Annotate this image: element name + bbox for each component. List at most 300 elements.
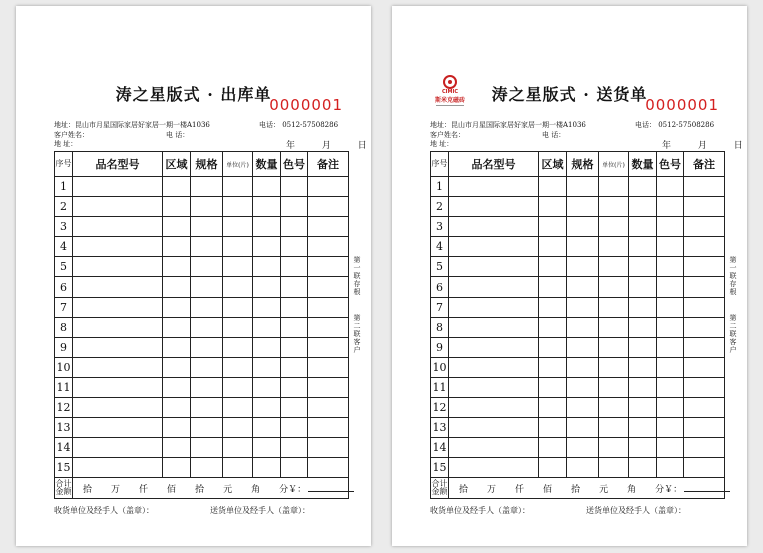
row-number: 1 bbox=[431, 177, 449, 197]
table-cell bbox=[191, 177, 223, 197]
row-number: 1 bbox=[55, 177, 73, 197]
table-row bbox=[55, 418, 349, 438]
row-number: 9 bbox=[431, 337, 449, 357]
table-cell bbox=[684, 438, 725, 458]
table-cell bbox=[449, 237, 539, 257]
table-cell bbox=[223, 317, 253, 337]
header-area: 区域 bbox=[539, 152, 567, 177]
table-cell bbox=[191, 277, 223, 297]
table-row bbox=[55, 277, 349, 297]
table-cell bbox=[191, 317, 223, 337]
table-cell bbox=[684, 317, 725, 337]
amount-in-words bbox=[449, 478, 725, 499]
table-cell bbox=[253, 357, 281, 377]
table-cell bbox=[599, 398, 629, 418]
table-cell bbox=[191, 237, 223, 257]
table-cell bbox=[567, 197, 599, 217]
table-cell bbox=[163, 317, 191, 337]
row-number: 3 bbox=[431, 217, 449, 237]
table-row bbox=[431, 277, 725, 297]
table-cell bbox=[629, 418, 657, 438]
header-remark: 备注 bbox=[684, 152, 725, 177]
row-number: 2 bbox=[55, 197, 73, 217]
table-cell bbox=[657, 418, 684, 438]
table-cell bbox=[599, 177, 629, 197]
copy-label-customer: 第二联客户 bbox=[353, 314, 361, 354]
table-cell bbox=[308, 458, 349, 478]
table-cell bbox=[629, 257, 657, 277]
table-cell bbox=[449, 317, 539, 337]
table-cell bbox=[684, 458, 725, 478]
table-cell bbox=[191, 197, 223, 217]
row-number: 15 bbox=[431, 458, 449, 478]
receiver-signature: 收货单位及经手人（盖章）： bbox=[54, 506, 154, 515]
amount-unit: 拾 bbox=[83, 484, 93, 495]
row-number: 8 bbox=[431, 317, 449, 337]
row-number: 11 bbox=[55, 377, 73, 397]
table-cell bbox=[599, 438, 629, 458]
table-row bbox=[55, 438, 349, 458]
table-cell bbox=[567, 458, 599, 478]
table-cell bbox=[684, 177, 725, 197]
table-cell bbox=[449, 277, 539, 297]
receiver-signature: 收货单位及经手人（盖章）： bbox=[430, 506, 530, 515]
form-title: 涛之星版式 · 出库单 bbox=[115, 85, 272, 104]
table-cell bbox=[73, 398, 163, 418]
table-cell bbox=[191, 398, 223, 418]
amount-unit: 拾 bbox=[195, 484, 205, 495]
table-cell bbox=[629, 277, 657, 297]
table-cell bbox=[599, 317, 629, 337]
table-cell bbox=[281, 177, 308, 197]
header-spec: 规格 bbox=[567, 152, 599, 177]
table-cell bbox=[223, 277, 253, 297]
table-cell bbox=[657, 337, 684, 357]
row-number: 5 bbox=[431, 257, 449, 277]
table-cell bbox=[567, 237, 599, 257]
store-phone: 电话： 0512-57508286 bbox=[259, 121, 339, 129]
table-cell bbox=[281, 458, 308, 478]
table-cell bbox=[657, 297, 684, 317]
amount-unit: 仟 bbox=[139, 484, 149, 495]
table-cell bbox=[308, 337, 349, 357]
table-cell bbox=[308, 257, 349, 277]
table-cell bbox=[449, 197, 539, 217]
table-cell bbox=[539, 337, 567, 357]
header-product: 品名型号 bbox=[73, 152, 163, 177]
total-row bbox=[55, 478, 349, 499]
row-number: 2 bbox=[431, 197, 449, 217]
table-cell bbox=[223, 438, 253, 458]
table-cell bbox=[629, 237, 657, 257]
table-cell bbox=[567, 438, 599, 458]
customer-name-label: 客户姓名： bbox=[430, 131, 465, 139]
table-cell bbox=[449, 458, 539, 478]
table-row bbox=[55, 377, 349, 397]
row-number: 4 bbox=[55, 237, 73, 257]
table-cell bbox=[191, 377, 223, 397]
table-cell bbox=[657, 317, 684, 337]
amount-in-words bbox=[73, 478, 349, 499]
table-cell bbox=[281, 217, 308, 237]
table-cell bbox=[281, 418, 308, 438]
row-number: 4 bbox=[431, 237, 449, 257]
table-cell bbox=[191, 357, 223, 377]
table-cell bbox=[163, 217, 191, 237]
table-cell bbox=[281, 357, 308, 377]
amount-unit: 分￥： bbox=[655, 484, 683, 495]
table-cell bbox=[539, 377, 567, 397]
store-address: 地址：昆山市月星国际家居好家居一期一楼A1036 bbox=[54, 121, 210, 129]
table-cell bbox=[223, 337, 253, 357]
table-row bbox=[55, 257, 349, 277]
table-cell bbox=[163, 458, 191, 478]
table-cell bbox=[539, 197, 567, 217]
row-number: 14 bbox=[55, 438, 73, 458]
header-quantity: 数量 bbox=[629, 152, 657, 177]
table-cell bbox=[223, 177, 253, 197]
total-row bbox=[431, 478, 725, 499]
table-cell bbox=[657, 277, 684, 297]
table-cell bbox=[163, 377, 191, 397]
copy-label-stub: 第一联存根 bbox=[729, 256, 737, 296]
outbound-form-sheet bbox=[16, 6, 379, 546]
table-cell bbox=[163, 398, 191, 418]
table-cell bbox=[191, 337, 223, 357]
table-cell bbox=[449, 297, 539, 317]
table-cell bbox=[163, 418, 191, 438]
table-row bbox=[431, 217, 725, 237]
table-row bbox=[431, 398, 725, 418]
table-row bbox=[55, 398, 349, 418]
header-product: 品名型号 bbox=[449, 152, 539, 177]
table-cell bbox=[163, 257, 191, 277]
table-header-row bbox=[431, 152, 725, 177]
table-cell bbox=[308, 398, 349, 418]
table-cell bbox=[308, 377, 349, 397]
row-number: 12 bbox=[55, 398, 73, 418]
table-cell bbox=[629, 297, 657, 317]
table-cell bbox=[599, 197, 629, 217]
table-row bbox=[55, 197, 349, 217]
table-cell bbox=[657, 357, 684, 377]
table-cell bbox=[539, 418, 567, 438]
customer-name-label: 客户姓名： bbox=[54, 131, 89, 139]
table-cell bbox=[539, 438, 567, 458]
table-cell bbox=[281, 438, 308, 458]
table-cell bbox=[191, 458, 223, 478]
table-cell bbox=[684, 297, 725, 317]
table-cell bbox=[73, 297, 163, 317]
table-cell bbox=[253, 337, 281, 357]
store-phone: 电话： 0512-57508286 bbox=[635, 121, 715, 129]
table-cell bbox=[567, 257, 599, 277]
table-cell bbox=[567, 418, 599, 438]
amount-unit: 角 bbox=[251, 484, 261, 495]
row-number: 7 bbox=[431, 297, 449, 317]
serial-number: 0000001 bbox=[269, 96, 343, 114]
table-row bbox=[431, 337, 725, 357]
table-cell bbox=[223, 237, 253, 257]
row-number: 13 bbox=[55, 418, 73, 438]
table-cell bbox=[449, 398, 539, 418]
table-cell bbox=[308, 418, 349, 438]
table-row bbox=[55, 177, 349, 197]
table-cell bbox=[163, 438, 191, 458]
table-cell bbox=[223, 418, 253, 438]
table-cell bbox=[223, 297, 253, 317]
table-cell bbox=[253, 217, 281, 237]
table-cell bbox=[253, 317, 281, 337]
customer-phone-label: 电 话： bbox=[542, 131, 566, 139]
amount-blank bbox=[684, 491, 730, 492]
amount-unit: 角 bbox=[627, 484, 637, 495]
serial-number: 0000001 bbox=[645, 96, 719, 114]
table-cell bbox=[657, 217, 684, 237]
table-cell bbox=[539, 398, 567, 418]
table-cell bbox=[539, 297, 567, 317]
row-number: 10 bbox=[55, 357, 73, 377]
table-cell bbox=[567, 337, 599, 357]
date-label: 年 月 日 bbox=[286, 141, 379, 151]
table-cell bbox=[253, 277, 281, 297]
copy-label-stub: 第一联存根 bbox=[353, 256, 361, 296]
table-row bbox=[431, 237, 725, 257]
table-cell bbox=[657, 438, 684, 458]
amount-unit: 元 bbox=[223, 484, 233, 495]
customer-address-label: 地 址： bbox=[54, 140, 78, 148]
table-cell bbox=[281, 197, 308, 217]
row-number: 10 bbox=[431, 357, 449, 377]
table-cell bbox=[684, 398, 725, 418]
row-number: 9 bbox=[55, 337, 73, 357]
table-cell bbox=[253, 398, 281, 418]
table-cell bbox=[73, 237, 163, 257]
table-cell bbox=[567, 277, 599, 297]
logo-name: 斯米克磁砖 bbox=[434, 97, 465, 104]
amount-unit: 万 bbox=[111, 484, 121, 495]
table-cell bbox=[629, 317, 657, 337]
row-number: 11 bbox=[431, 377, 449, 397]
table-row bbox=[431, 297, 725, 317]
logo-brand: CIMIC bbox=[441, 89, 459, 95]
table-cell bbox=[539, 357, 567, 377]
table-cell bbox=[629, 458, 657, 478]
table-cell bbox=[539, 458, 567, 478]
amount-unit: 佰 bbox=[167, 484, 177, 495]
table-cell bbox=[308, 177, 349, 197]
table-cell bbox=[308, 317, 349, 337]
table-cell bbox=[684, 357, 725, 377]
table-cell bbox=[567, 377, 599, 397]
table-cell bbox=[308, 237, 349, 257]
header-unit: 单位(片) bbox=[223, 152, 253, 177]
table-cell bbox=[73, 277, 163, 297]
table-cell bbox=[539, 277, 567, 297]
table-cell bbox=[599, 418, 629, 438]
header-unit: 单位(片) bbox=[599, 152, 629, 177]
table-cell bbox=[163, 197, 191, 217]
header-color: 色号 bbox=[281, 152, 308, 177]
row-number: 6 bbox=[431, 277, 449, 297]
logo-underline bbox=[436, 105, 464, 106]
table-row bbox=[431, 257, 725, 277]
row-number: 5 bbox=[55, 257, 73, 277]
header-remark: 备注 bbox=[308, 152, 349, 177]
table-row bbox=[431, 418, 725, 438]
table-row bbox=[55, 458, 349, 478]
table-cell bbox=[629, 217, 657, 237]
header-spec: 规格 bbox=[191, 152, 223, 177]
total-label: 合计金额 bbox=[55, 478, 73, 499]
table-cell bbox=[449, 438, 539, 458]
total-label: 合计金额 bbox=[431, 478, 449, 499]
amount-unit: 分￥： bbox=[279, 484, 307, 495]
table-row bbox=[431, 438, 725, 458]
table-row bbox=[55, 317, 349, 337]
table-row bbox=[431, 197, 725, 217]
amount-unit: 仟 bbox=[515, 484, 525, 495]
table-cell bbox=[253, 377, 281, 397]
table-cell bbox=[657, 257, 684, 277]
table-row bbox=[55, 357, 349, 377]
table-cell bbox=[73, 438, 163, 458]
row-number: 3 bbox=[55, 217, 73, 237]
table-cell bbox=[449, 177, 539, 197]
table-cell bbox=[308, 217, 349, 237]
table-row bbox=[55, 337, 349, 357]
table-cell bbox=[567, 177, 599, 197]
table-cell bbox=[163, 357, 191, 377]
table-row bbox=[431, 357, 725, 377]
row-number: 15 bbox=[55, 458, 73, 478]
table-cell bbox=[223, 458, 253, 478]
table-cell bbox=[163, 297, 191, 317]
table-cell bbox=[73, 197, 163, 217]
table-cell bbox=[629, 438, 657, 458]
table-cell bbox=[684, 257, 725, 277]
table-cell bbox=[657, 177, 684, 197]
table-cell bbox=[253, 418, 281, 438]
table-cell bbox=[163, 277, 191, 297]
table-row bbox=[431, 177, 725, 197]
table-cell bbox=[223, 197, 253, 217]
table-cell bbox=[253, 197, 281, 217]
delivery-form-sheet bbox=[392, 6, 755, 546]
header-quantity: 数量 bbox=[253, 152, 281, 177]
date-label: 年 月 日 bbox=[662, 141, 755, 151]
table-cell bbox=[191, 217, 223, 237]
amount-unit: 拾 bbox=[459, 484, 469, 495]
table-cell bbox=[281, 317, 308, 337]
table-cell bbox=[599, 277, 629, 297]
table-cell bbox=[539, 237, 567, 257]
table-cell bbox=[191, 418, 223, 438]
table-cell bbox=[629, 377, 657, 397]
table-cell bbox=[684, 277, 725, 297]
table-cell bbox=[567, 317, 599, 337]
row-number: 7 bbox=[55, 297, 73, 317]
table-row bbox=[55, 237, 349, 257]
table-cell bbox=[73, 257, 163, 277]
table-header-row bbox=[55, 152, 349, 177]
table-cell bbox=[281, 337, 308, 357]
table-cell bbox=[281, 257, 308, 277]
table-cell bbox=[308, 438, 349, 458]
header-color: 色号 bbox=[657, 152, 684, 177]
table-cell bbox=[253, 177, 281, 197]
table-cell bbox=[73, 458, 163, 478]
store-address: 地址：昆山市月星国际家居好家居一期一楼A1036 bbox=[430, 121, 586, 129]
table-cell bbox=[629, 197, 657, 217]
table-cell bbox=[539, 317, 567, 337]
table-cell bbox=[629, 337, 657, 357]
table-cell bbox=[308, 357, 349, 377]
table-cell bbox=[281, 277, 308, 297]
table-cell bbox=[629, 357, 657, 377]
table-cell bbox=[253, 458, 281, 478]
table-cell bbox=[599, 357, 629, 377]
table-cell bbox=[449, 257, 539, 277]
table-cell bbox=[281, 237, 308, 257]
amount-unit: 元 bbox=[599, 484, 609, 495]
table-cell bbox=[599, 337, 629, 357]
table-cell bbox=[308, 277, 349, 297]
table-cell bbox=[281, 398, 308, 418]
row-number: 14 bbox=[431, 438, 449, 458]
table-cell bbox=[657, 237, 684, 257]
table-cell bbox=[163, 237, 191, 257]
table-cell bbox=[539, 257, 567, 277]
customer-phone-label: 电 话： bbox=[166, 131, 190, 139]
table-cell bbox=[567, 217, 599, 237]
table-cell bbox=[629, 398, 657, 418]
sender-signature: 送货单位及经手人（盖章）： bbox=[586, 506, 686, 515]
table-cell bbox=[73, 177, 163, 197]
amount-blank bbox=[308, 491, 354, 492]
item-table bbox=[54, 151, 349, 499]
table-cell bbox=[191, 438, 223, 458]
amount-unit: 佰 bbox=[543, 484, 553, 495]
table-cell bbox=[253, 438, 281, 458]
table-cell bbox=[73, 217, 163, 237]
table-cell bbox=[629, 177, 657, 197]
table-cell bbox=[191, 257, 223, 277]
table-cell bbox=[684, 337, 725, 357]
header-area: 区域 bbox=[163, 152, 191, 177]
row-number: 8 bbox=[55, 317, 73, 337]
table-cell bbox=[599, 217, 629, 237]
table-cell bbox=[657, 458, 684, 478]
header-seq: 序号 bbox=[431, 152, 449, 177]
table-cell bbox=[599, 297, 629, 317]
table-cell bbox=[253, 297, 281, 317]
table-cell bbox=[191, 297, 223, 317]
table-cell bbox=[73, 357, 163, 377]
table-cell bbox=[449, 337, 539, 357]
item-table bbox=[430, 151, 725, 499]
table-cell bbox=[73, 418, 163, 438]
table-cell bbox=[163, 337, 191, 357]
table-cell bbox=[308, 297, 349, 317]
table-cell bbox=[73, 337, 163, 357]
table-cell bbox=[449, 217, 539, 237]
table-row bbox=[55, 217, 349, 237]
amount-unit: 万 bbox=[487, 484, 497, 495]
table-cell bbox=[223, 398, 253, 418]
table-row bbox=[431, 458, 725, 478]
table-cell bbox=[223, 357, 253, 377]
